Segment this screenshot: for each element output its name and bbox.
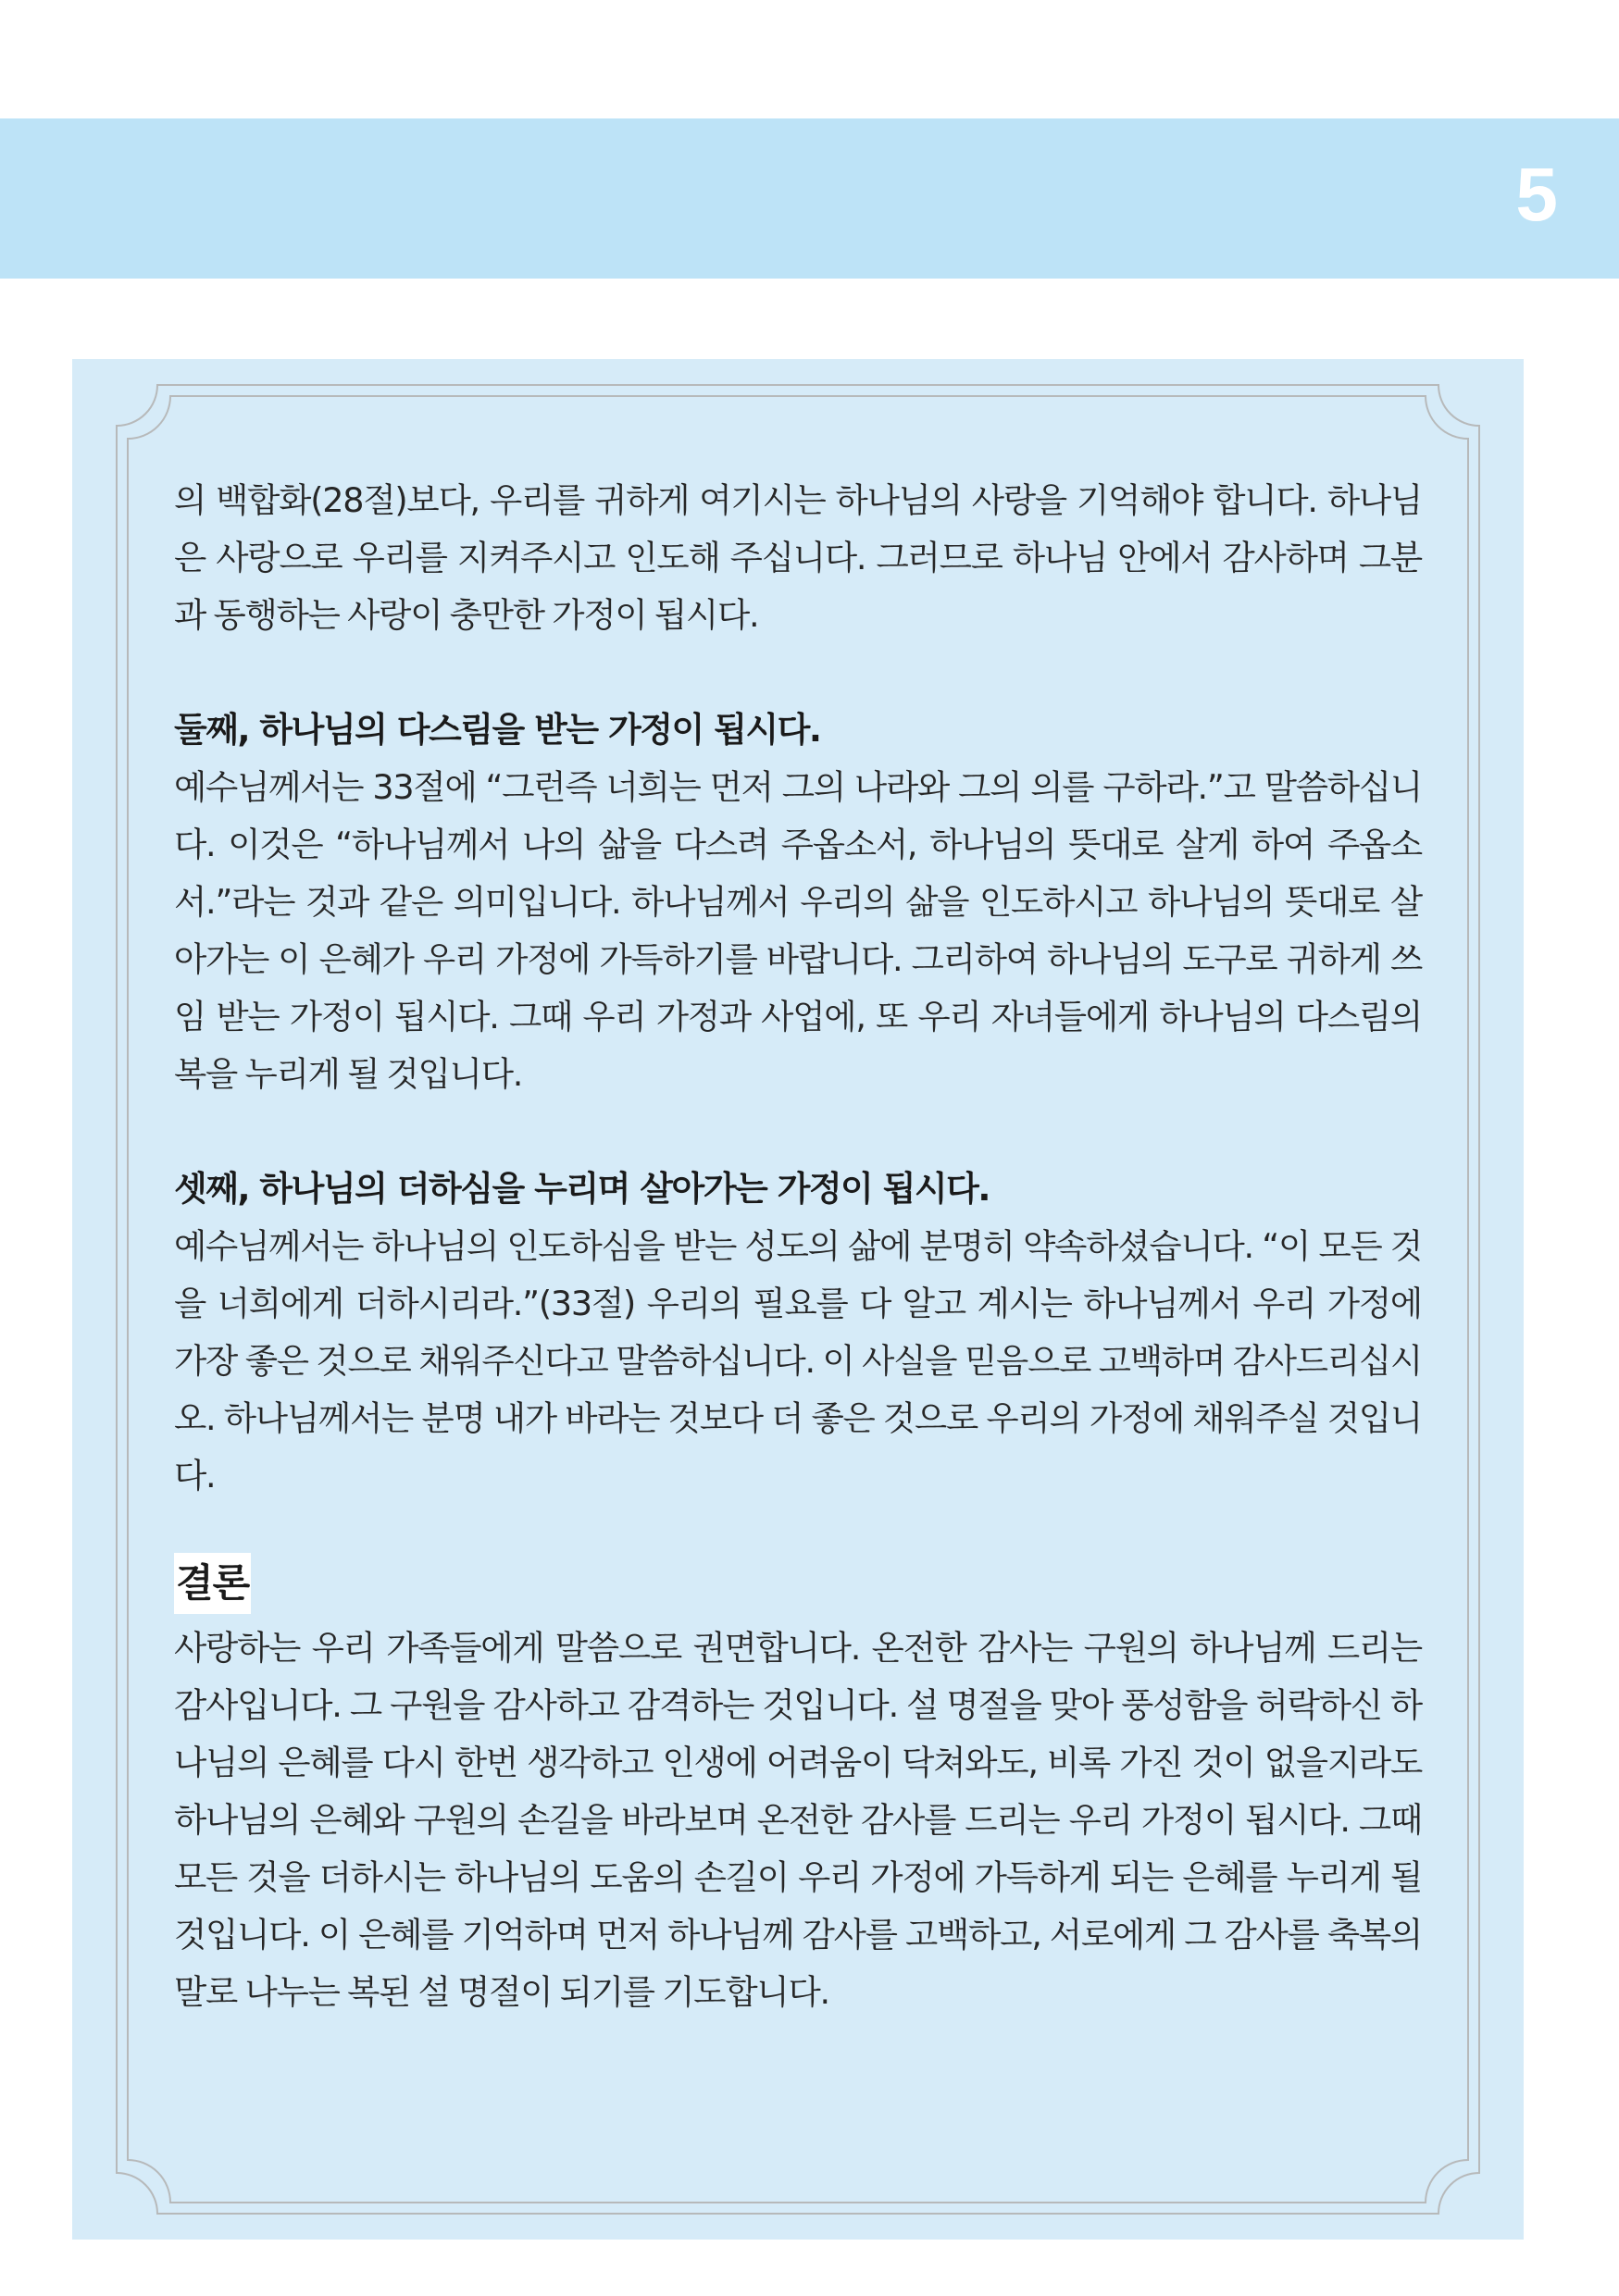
spacer [174,1505,1422,1553]
intro-paragraph: 의 백합화(28절)보다, 우리를 귀하게 여기시는 하나님의 사랑을 기억해야 합니다. 하나님은 사랑으로 우리를 지켜주시고 인도해 주십니다. 그러므로 하나님 안에서 감사하며 그분과 동행하는 사랑이 충만한 가정이 됩시다. [174,480,1422,635]
text-area [174,472,1422,2021]
conclusion-paragraph: 사랑하는 우리 가족들에게 말씀으로 권면합니다. 온전한 감사는 구원의 하나님께 드리는 감사입니다. 그 구원을 감사하고 감격하는 것입니다. 설 명절을 맞아 풍성함을 허락하신 하나님의 은혜를 다시 한번 생각하고 인생에 어려움이 닥쳐와도, 비록 가진 것이 없을지라도 하나님의 은혜와 구원의 손길을 바라보며 온전한 감사를 드리는 우리 가정이 됩시다. 그때 모든 것을 더하시는 하나님의 도움의 손길이 우리 가정에 가득하게 되는 은혜를 누리게 될 것입니다. 이 은혜를 기억하며 먼저 하나님께 감사를 고백하고, 서로에게 그 감사를 축복의 말로 나누는 복된 설 명절이 되기를 기도합니다. [174,1628,1422,2012]
third-point-paragraph: 예수님께서는 하나님의 인도하심을 받는 성도의 삶에 분명히 약속하셨습니다. “이 모든 것을 너희에게 더하시리라.”(33절) 우리의 필요를 다 알고 계시는 하나님께서 우리 가정에 가장 좋은 것으로 채워주신다고 말씀하십니다. 이 사실을 믿음으로 고백하며 감사드리십시오. 하나님께서는 분명 내가 바라는 것보다 더 좋은 것으로 우리의 가정에 채워주실 것입니다. [174,1226,1422,1496]
header-band [0,118,1619,279]
spacer [174,1103,1422,1160]
page-number: 5 [1515,153,1558,237]
content-panel [72,359,1524,2240]
conclusion-title: 결론 [174,1553,251,1614]
second-point-heading: 둘째, 하나님의 다스림을 받는 가정이 됩시다. [174,710,821,750]
second-point-paragraph: 예수님께서는 33절에 “그런즉 너희는 먼저 그의 나라와 그의 의를 구하라.”고 말씀하십니다. 이것은 “하나님께서 나의 삶을 다스려 주옵소서, 하나님의 뜻대로 살게 하여 주옵소서.”라는 것과 같은 의미입니다. 하나님께서 우리의 삶을 인도하시고 하나님의 뜻대로 살아가는 이 은혜가 우리 가정에 가득하기를 바랍니다. 그리하여 하나님의 도구로 귀하게 쓰임 받는 가정이 됩시다. 그때 우리 가정과 사업에, 또 우리 자녀들에게 하나님의 다스림의 복을 누리게 될 것입니다. [174,767,1422,1094]
spacer [174,644,1422,701]
third-point-heading: 셋째, 하나님의 더하심을 누리며 살아가는 가정이 됩시다. [174,1169,990,1209]
